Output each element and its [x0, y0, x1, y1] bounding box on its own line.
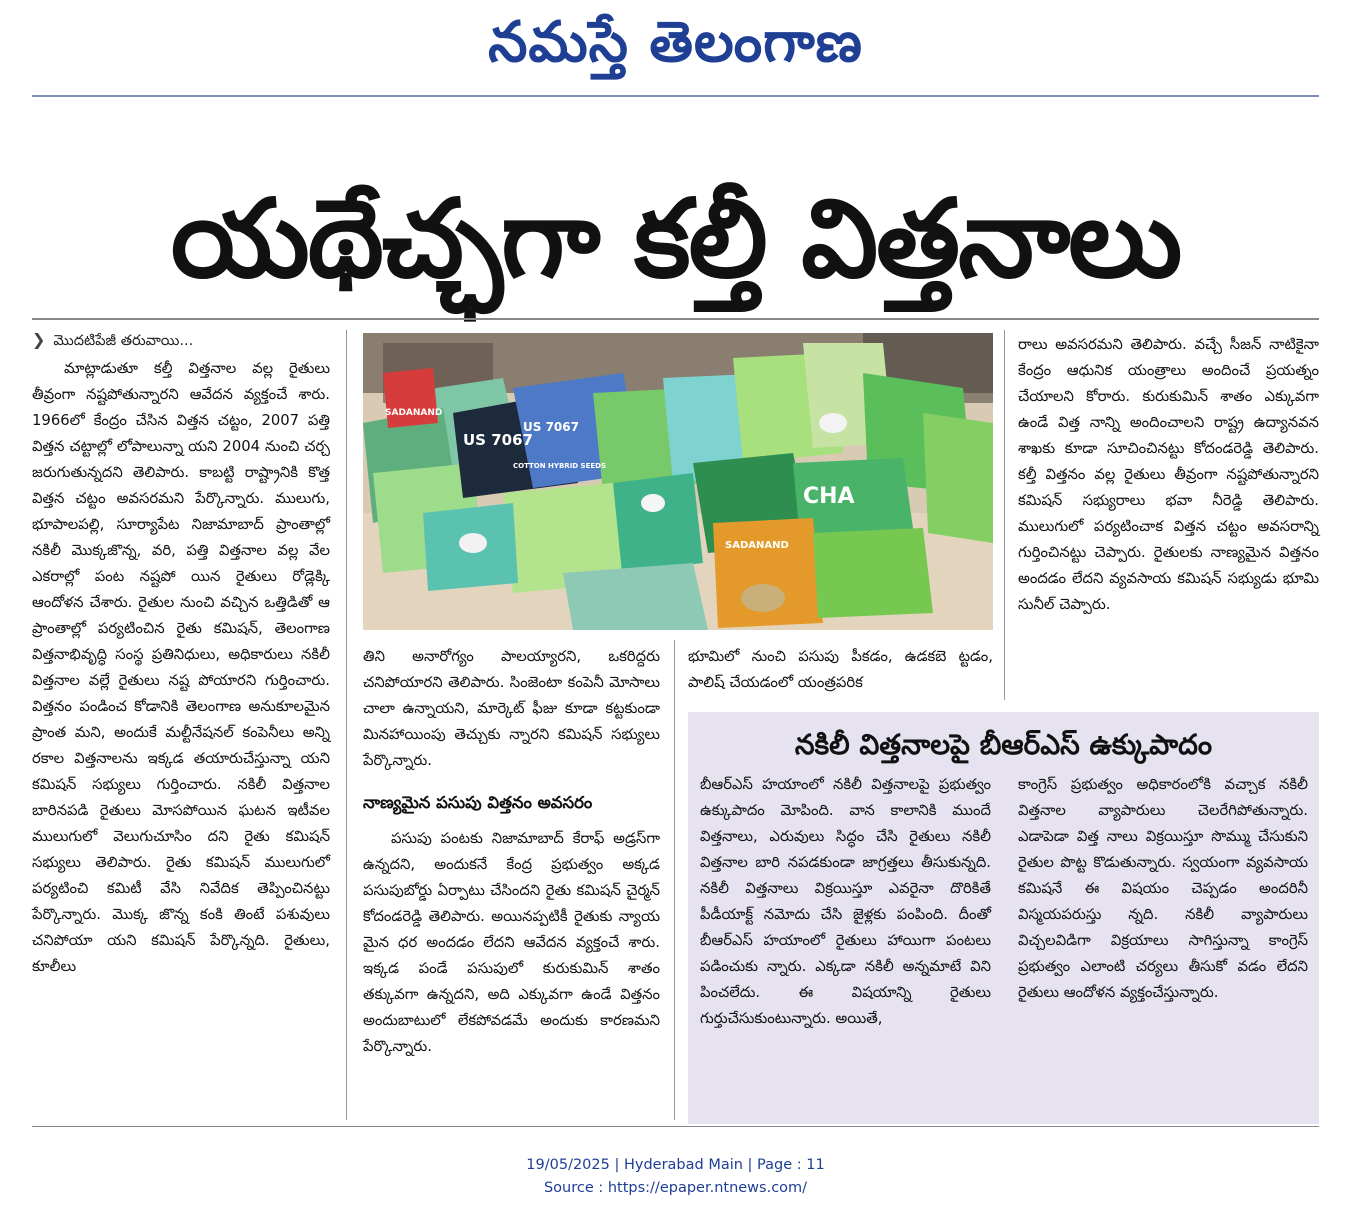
article-column-3a-text: భూమిలో నుంచి పసుపు పీకడం, ఉడకబె ట్టడం, పాలిష్ చేయడంలో యంత్రపరిక: [688, 648, 993, 691]
packet-label: COTTON HYBRID SEEDS: [513, 462, 607, 470]
footer-rule: [32, 1126, 1319, 1127]
continuation-marker: [32, 330, 193, 351]
article-column-2a: [363, 644, 660, 769]
column-divider: [1004, 330, 1005, 700]
footer-source: Source : https://epaper.ntnews.com/: [543, 1180, 808, 1196]
article-column-1: [32, 356, 330, 1116]
continuation-label: మొదటిపేజీ తరువాయి...: [53, 333, 194, 349]
article-column-3a: [688, 644, 993, 700]
footer-date-edition: 19/05/2025 | Hyderabad Main | Page : 11: [526, 1157, 825, 1173]
chevron-right-icon: ❯: [32, 330, 46, 349]
section-subheading: నాణ్యమైన పసుపు విత్తనం అవసరం: [363, 793, 593, 812]
article-column-2a-text: తిని అనారోగ్యం పాలయ్యారని, ఒకరిద్దరు చనిపోయారని తెలిపారు. సింజెంటా కంపెనీ మోసాలు చాలా ఉన్నాయని, మార్కెట్ ఫీజు కూడా కట్టకుండా మినహాయింపు తెచ్చుకు న్నారని కమిషన్ సభ్యులు పేర్కొన్నారు.: [363, 648, 660, 769]
sidebar-box-title: నకిలీ విత్తనాలపై బీఆర్‌ఎస్ ఉక్కుపాదం: [794, 728, 1213, 761]
packet-label: US 7067: [463, 431, 533, 449]
packet-label: SADANAND: [385, 408, 443, 418]
article-column-1-text: మాట్లాడుతూ కల్తీ విత్తనాల వల్ల రైతులు తీవ్రంగా నష్టపోతున్నారని ఆవేదన వ్యక్తంచే శారు. 1966లో కేంద్రం చేసిన విత్తన చట్టం, 2007 పత్తి విత్తన చట్టాల్లో లోపాలున్నా యని 2004 నుంచి చర్చ జరుగుతున్నదని తెలిపారు. కాబట్టి రాష్ట్రానికి కొత్త విత్తన చట్టం అవసరమని పేర్కొన్నారు. ములుగు, భూపాలపల్లి, సూర్యాపేట నిజామాబాద్ ప్రాంతాల్లో నకిలీ మొక్కజొన్న, వరి, పత్తి విత్తనాల వల్ల వేల ఎకరాల్లో పంట నష్టపో యిన రైతులు రోడ్లెక్కి ఆందోళన చేశారు. రైతుల నుంచి వచ్చిన ఒత్తిడితో ఆ ప్రాంతాల్లో పర్యటించిన రైతు కమిషన్, తెలంగాణ విత్తనాభివృద్ధి సంస్థ ప్రతినిధులు, అధికారులు నకిలీ విత్తనాల వల్లే రైతులు నష్ట పోయారని గుర్తించారు. విత్తనం పండించ కోడానికి తెలంగాణ అనుకూలమైన ప్రాంత మని, అందుకే మల్టీనేషనల్ కంపెనీలు అన్ని రకాల విత్తనాలను ఇక్కడ తయారుచేస్తున్నా యని కమిషన్ సభ్యులు గుర్తించారు. నకిలీ విత్తనాల బారినపడి రైతులు మోసపోయిన ఘటన ఇటీవల ములుగులో వెలుగుచూసిం దని రైతు కమిషన్ సభ్యులు తెలిపారు. రైతు కమిషన్ ములుగులో పర్యటించి కమిటీ వేసి నివేదిక తెప్పించినట్టు పేర్కొన్నారు. మొక్క జొన్న కంకి తింటే పశువులు చనిపోయా యని కమిషన్ పేర్కొన్నది. రైతులు, కూలీలు: [32, 360, 330, 975]
article-column-2b-text: పసుపు పంటకు నిజామాబాద్ కేరాఫ్ అడ్రస్‌గా ఉన్నదని, అందుకనే కేంద్ర ప్రభుత్వం అక్కడ పసుపుబోర్డు ఏర్పాటు చేసిందని రైతు కమిషన్ చైర్మన్ కోదండరెడ్డి తెలిపారు. అయినప్పటికీ రైతుకు న్యాయ మైన ధర అందడం లేదని ఆవేదన వ్యక్తంచే శారు. ఇక్కడ పండే పసుపులో కురుకుమిన్ శాతం తక్కువగా ఉన్నదని, అది ఎక్కువగా ఉండే విత్తనం అందుబాటులో లేకపోవడమే అందుకు కారణమని పేర్కొన్నారు.: [363, 830, 660, 1055]
column-divider: [346, 330, 347, 1120]
packet-label: CHA: [803, 484, 855, 509]
packet-label: US 7067: [523, 420, 579, 434]
newspaper-masthead: నమస్తే తెలంగాణ: [488, 9, 863, 75]
sidebar-box-column-left: [700, 772, 991, 1112]
seed-packets-photo: [363, 333, 993, 630]
article-column-2b: [363, 826, 660, 1116]
article-column-4: [1018, 332, 1319, 702]
sidebar-box-column-right: [1018, 772, 1308, 1112]
article-headline: యథేచ్ఛగా కల్తీ విత్తనాలు: [170, 177, 1181, 302]
sidebar-box-left-text: బీఆర్‌ఎస్ హయాంలో నకిలీ విత్తనాలపై ప్రభుత్వం ఉక్కుపాదం మోపింది. వాన కాలానికి ముందే విత్తనాలు, ఎరువులు సిద్ధం చేసి రైతులు నకిలీ విత్తనాల బారి నపడకుండా జాగ్రత్తలు తీసుకున్నది. నకిలీ విత్తనాలు విక్రయిస్తూ ఎవరైనా దొరికితే పీడీయాక్ట్ నమోదు చేసి జైళ్లకు పంపింది. దీంతో బీఆర్‌ఎస్ హయాంలో రైతులు హాయిగా పంటలు పడించుకు న్నారు. ఎక్కడా నకిలీ అన్నమాటే విని పించలేదు. ఈ విషయాన్ని రైతులు గుర్తుచేసుకుంటున్నారు. అయితే,: [700, 776, 991, 1027]
column-divider: [674, 640, 675, 1120]
masthead-rule: [32, 95, 1319, 97]
sidebar-box-right-text: కాంగ్రెస్ ప్రభుత్వం అధికారంలోకి వచ్చాక నకిలీ విత్తనాల వ్యాపారులు చెలరేగిపోతున్నారు. ఎడాపెడా విత్త నాలు విక్రయిస్తూ సొమ్ము చేసుకుని రైతుల పొట్ట కొడుతున్నారు. స్వయంగా వ్యవసాయ కమిషనే ఈ విషయం చెప్పడం అందరినీ విస్మయపరుస్తు న్నది. నకిలీ వ్యాపారులు విచ్చలవిడిగా విక్రయాలు సాగిస్తున్నా కాంగ్రెస్ ప్రభుత్వం ఎలాంటి చర్యలు తీసుకో వడం లేదని రైతులు ఆందోళన వ్యక్తంచేస్తున్నారు.: [1018, 776, 1308, 1001]
headline-rule: [32, 318, 1319, 320]
article-column-4-text: రాలు అవసరమని తెలిపారు. వచ్చే సీజన్ నాటికైనా కేంద్రం ఆధునిక యంత్రాలు అందించే ప్రయత్నం చేయాలని కోరారు. కురుకుమిన్ శాతం ఎక్కువగా ఉండే విత్త నాన్ని అందించాలని రాష్ట్ర ఉద్యానవన శాఖకు కూడా సూచించినట్టు కోదండరెడ్డి తెలిపారు. కల్తీ విత్తనం వల్ల రైతులు తీవ్రంగా నష్టపోతున్నారని కమిషన్ సభ్యురాలు భవా నీరెడ్డి తెలిపారు. ములుగులో పర్యటించాక విత్తన చట్టం అవసరాన్ని గుర్తించినట్టు చెప్పారు. రైతులకు నాణ్యమైన విత్తనం అందడం లేదని వ్యవసాయ కమిషన్ సభ్యుడు భూమి సునీల్ చెప్పారు.: [1018, 336, 1319, 613]
packet-label: SADANAND: [725, 540, 789, 551]
